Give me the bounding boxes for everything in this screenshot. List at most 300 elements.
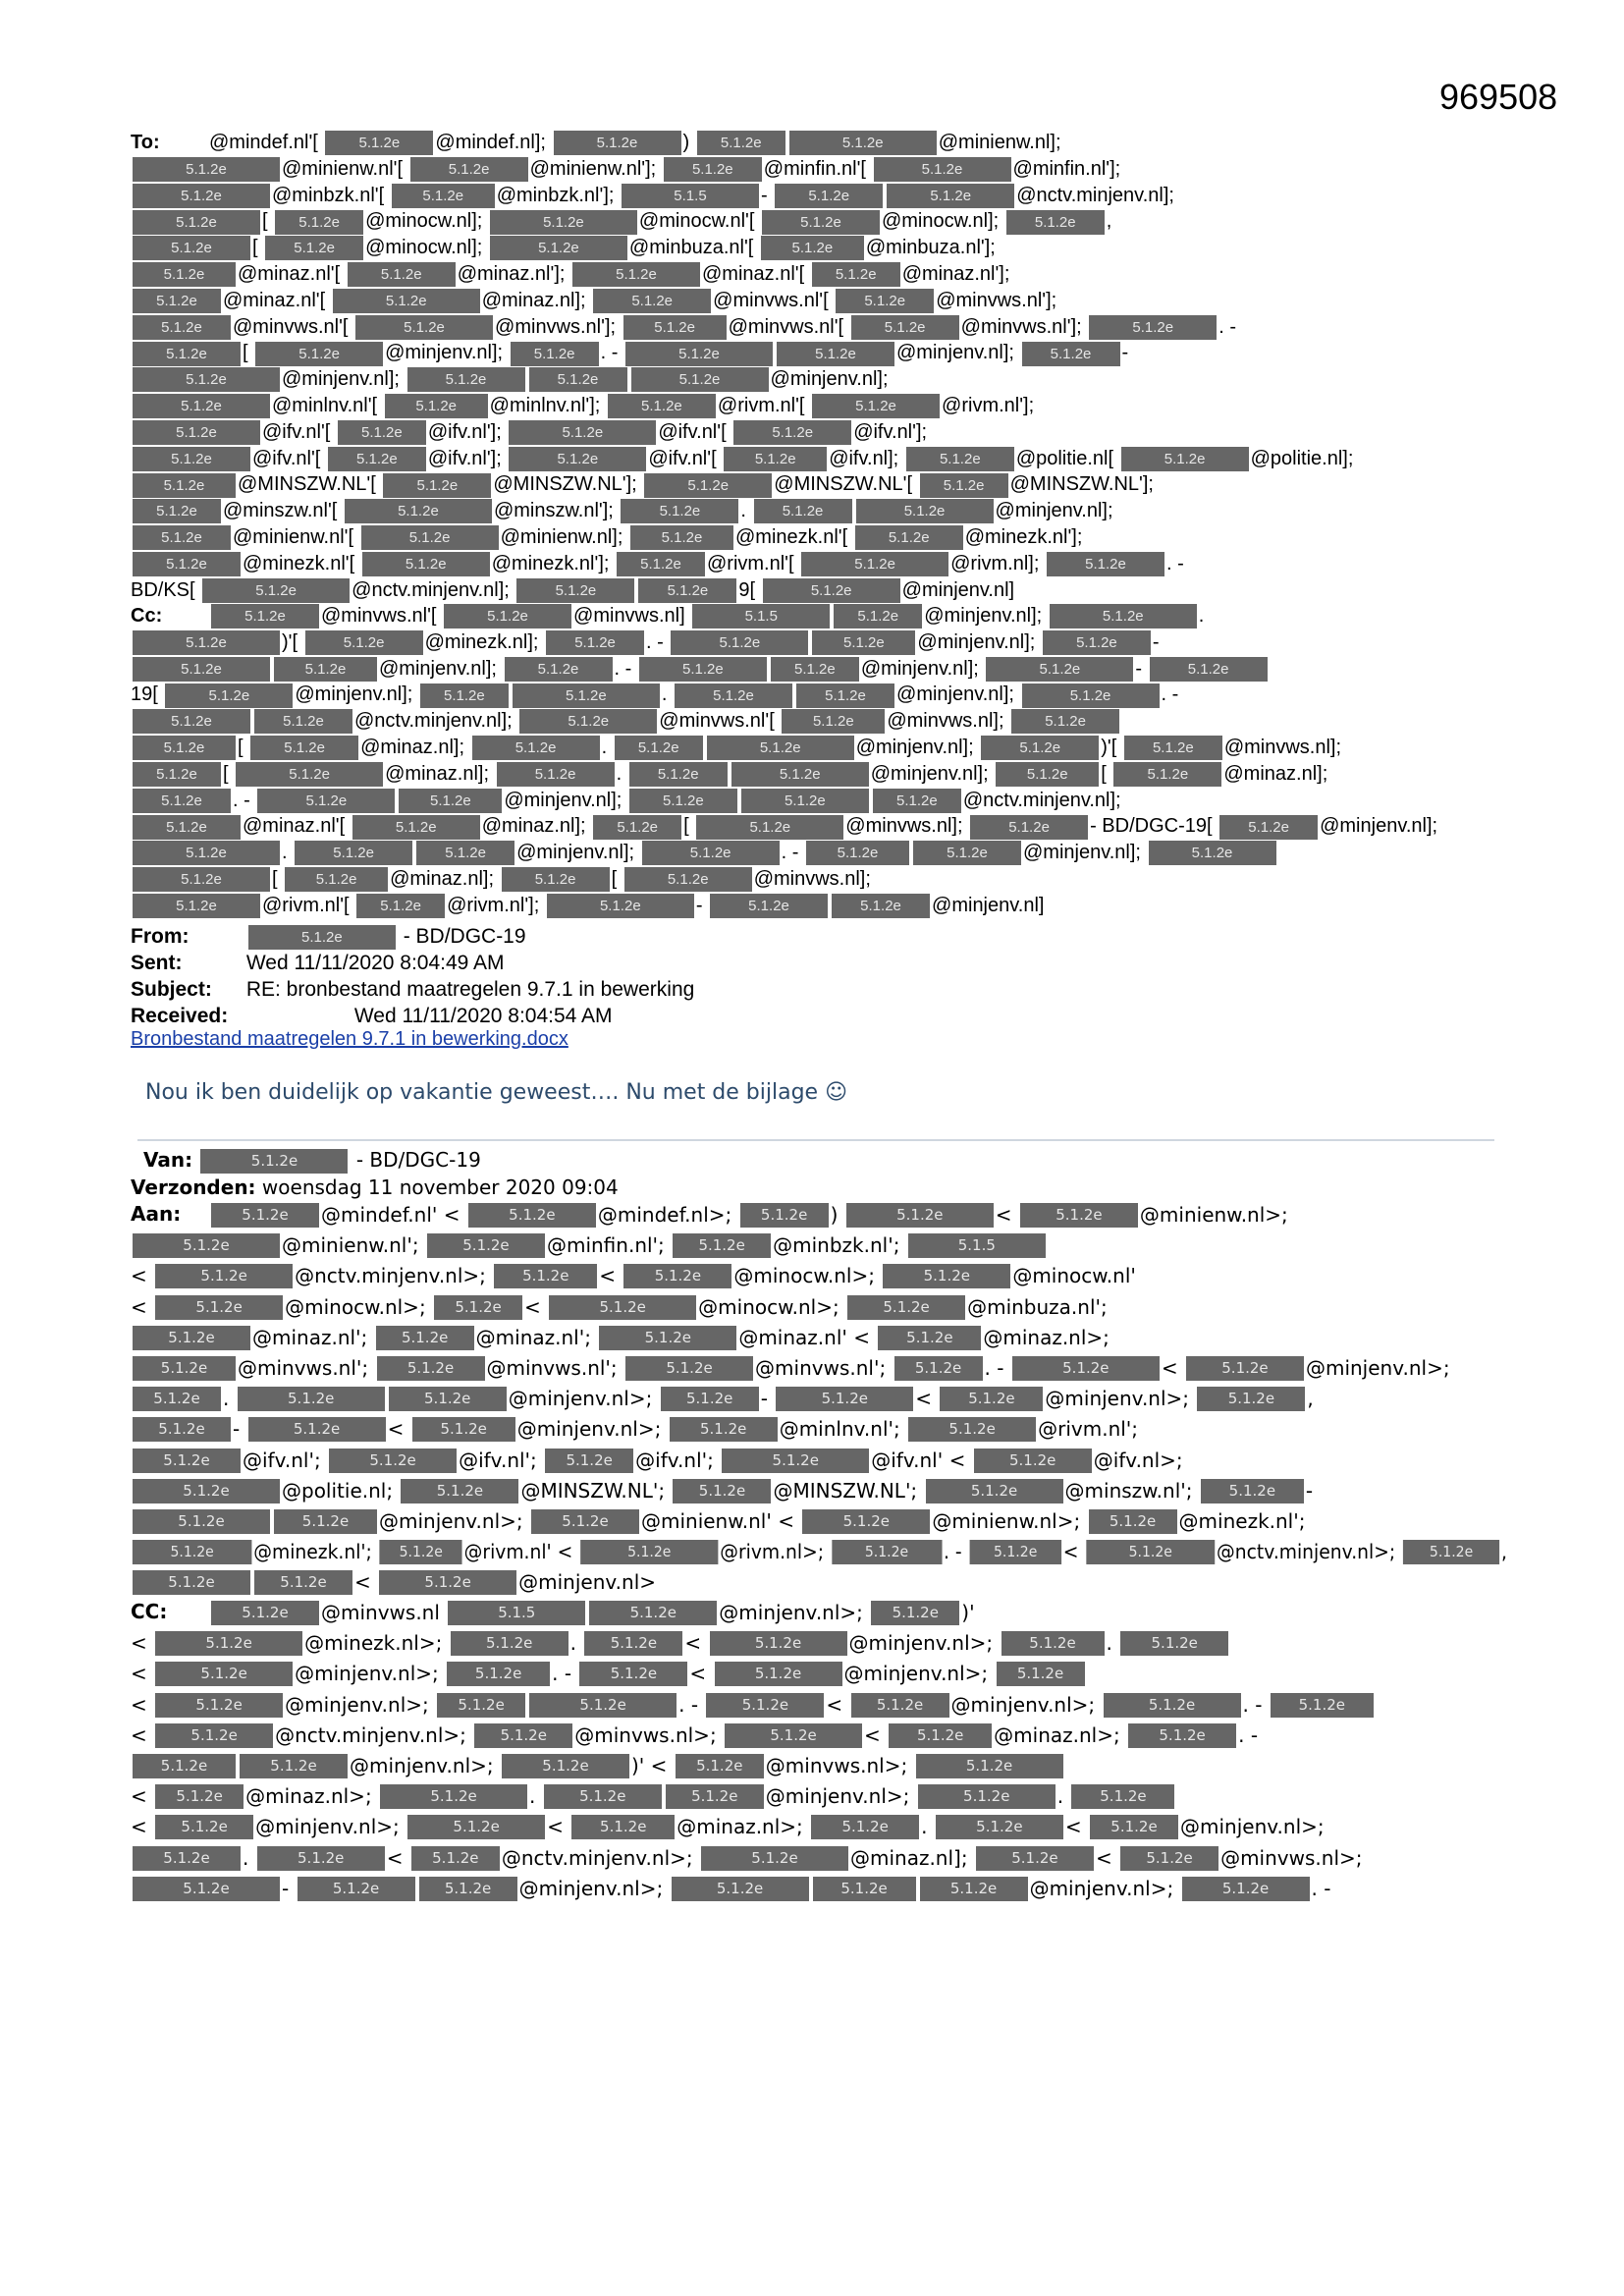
redaction-box: 5.1.2e xyxy=(672,1877,809,1901)
redaction-box: 5.1.2e xyxy=(133,1417,231,1442)
redaction-box: 5.1.2e xyxy=(1022,683,1160,708)
recipient-text: @minaz.nl'[ xyxy=(243,815,351,838)
redaction-box: 5.1.2e xyxy=(155,1723,273,1748)
recipient-text: @minaz.nl'; xyxy=(475,1325,598,1349)
recipient-text: @minjenv.nl]; xyxy=(379,657,503,680)
redaction-box: 5.1.2e xyxy=(630,525,733,550)
recipient-text: @minjenv.nl]; xyxy=(924,605,1048,628)
redaction-box: 5.1.2e xyxy=(986,657,1133,682)
recipient-text: @minjenv.nl>; xyxy=(1180,1815,1325,1839)
redaction-box: 5.1.2e xyxy=(1113,762,1221,787)
recipient-text: @rivm.nl'[ xyxy=(706,553,800,575)
recipient-text: @minjenv.nl]; xyxy=(504,789,627,811)
subject-value: RE: bronbestand maatregelen 9.7.1 in bewerking xyxy=(245,978,695,1001)
redaction-box: 5.1.2e xyxy=(642,841,780,865)
redaction-box: 5.1.2e xyxy=(1020,1203,1138,1228)
recipient-text: . xyxy=(614,657,625,680)
redaction-box: 5.1.2e xyxy=(777,342,894,366)
redaction-box: 5.1.2e xyxy=(1201,1479,1304,1503)
redaction-box: 5.1.2e xyxy=(133,1479,280,1503)
received-value: Wed 11/11/2020 8:04:54 AM xyxy=(353,1005,613,1027)
redaction-box: 5.1.2e xyxy=(385,394,488,418)
recipient-text: @minvws.nl>; xyxy=(1220,1845,1363,1870)
redaction-box: 5.1.2e xyxy=(775,184,883,208)
recipient-text: . xyxy=(223,1387,236,1411)
recipient-text: @minvws.nl>; xyxy=(574,1722,724,1747)
redaction-box: 5.1.2e xyxy=(502,1754,629,1778)
recipient-text: @ifv.nl'[ xyxy=(658,421,732,444)
recipient-text: @minvws.nl xyxy=(321,1601,447,1624)
redaction-box: 5.1.2e xyxy=(416,841,514,865)
redaction-box: 5.1.2e xyxy=(676,1754,764,1778)
redaction-box: 5.1.2e xyxy=(236,762,383,787)
redaction-box: 5.1.2e xyxy=(434,1295,522,1320)
redaction-box: 5.1.2e xyxy=(516,578,634,603)
recipient-text: @minjenv.nl>; xyxy=(1029,1876,1180,1900)
redaction-box: 5.1.2e xyxy=(155,1693,283,1718)
recipient-line xyxy=(131,603,1204,629)
recipient-line xyxy=(131,1538,1507,1564)
redaction-box: 5.1.2e xyxy=(733,420,851,445)
received-row xyxy=(131,1003,613,1029)
redaction-box: 5.1.2e xyxy=(1011,709,1119,734)
redaction-box: 5.1.2e xyxy=(133,657,270,682)
recipient-text: @rivm.nl']; xyxy=(942,395,1035,417)
recipient-text: @minjenv.nl]; xyxy=(896,683,1020,706)
recipient-text: @minaz.nl]; xyxy=(360,737,470,759)
redaction-box: 5.1.2e xyxy=(796,683,894,708)
recipient-text: < xyxy=(443,1203,466,1227)
recipient-line xyxy=(131,156,1120,183)
redaction-box: 5.1.2e xyxy=(257,1846,385,1871)
recipient-text: @mindef.nl>; xyxy=(597,1203,738,1227)
recipient-text: - xyxy=(1121,342,1129,364)
recipient-text: @minvws.nl]; xyxy=(1223,737,1342,759)
recipient-text: @minezk.nl'[ xyxy=(734,526,853,549)
redaction-box: 5.1.2e xyxy=(437,1693,525,1718)
recipient-text: - xyxy=(997,1356,1010,1380)
redaction-box: 5.1.2e xyxy=(593,815,681,840)
recipient-text: . xyxy=(1311,1876,1325,1900)
recipient-line xyxy=(131,629,1160,656)
recipient-text: . xyxy=(1056,1784,1070,1809)
redaction-box: 5.1.2e xyxy=(894,1356,983,1381)
recipient-text: . xyxy=(282,842,294,864)
recipient-text: @nctv.minjenv.nl]; xyxy=(352,578,515,601)
recipient-text: [ xyxy=(243,342,254,364)
recipient-text: @minaz.nl'[ xyxy=(223,290,331,312)
recipient-text: . xyxy=(233,789,244,811)
attachment-link[interactable]: Bronbestand maatregelen 9.7.1 in bewerking.docx xyxy=(131,1028,568,1050)
recipient-text: . xyxy=(781,842,792,864)
recipient-text: @ifv.nl'; xyxy=(459,1448,544,1472)
redaction-box: 5.1.2e xyxy=(782,709,885,734)
recipient-text: @minjenv.nl>; xyxy=(719,1601,870,1624)
recipient-text: @minienw.nl'; xyxy=(282,1233,425,1258)
recipient-text: . xyxy=(1165,553,1178,575)
redaction-box: 5.1.2e xyxy=(345,499,492,523)
recipient-text: - xyxy=(1324,1876,1331,1900)
recipient-text: @nctv.minjenv.nl>; xyxy=(295,1264,493,1288)
redaction-box: 5.1.2e xyxy=(547,894,694,918)
redaction-box: 5.1.2e xyxy=(407,1815,545,1839)
recipient-text: . xyxy=(529,1784,542,1809)
redaction-box: 5.1.2e xyxy=(274,657,377,682)
recipient-text: @minjenv.nl>; xyxy=(255,1815,406,1839)
redaction-box: 5.1.2e xyxy=(133,709,250,734)
fwd-aan-label: Aan: xyxy=(131,1202,182,1226)
redaction-box: 5.1.2e xyxy=(801,552,948,576)
recipient-text: @minaz.nl>; xyxy=(677,1815,810,1839)
recipient-text: @minaz.nl]; xyxy=(390,868,500,891)
recipient-line xyxy=(131,208,1111,235)
recipient-text: @minezk.nl'; xyxy=(1178,1509,1306,1533)
redaction-box: 5.1.2e xyxy=(133,1540,252,1564)
recipient-text: @minezk.nl]; xyxy=(424,631,545,654)
recipient-line xyxy=(131,577,1014,604)
redaction-box: 5.1.2e xyxy=(671,630,808,655)
recipient-text: < xyxy=(354,1570,378,1595)
recipient-text: @minezk.nl']; xyxy=(964,526,1083,549)
redaction-box: 5.1.2e xyxy=(1089,315,1217,340)
redaction-box: 5.1.2e xyxy=(133,315,231,340)
recipient-text: @nctv.minjenv.nl>; xyxy=(501,1845,699,1870)
redaction-box: 5.1.2e xyxy=(554,131,681,155)
redaction-box: 5.1.2e xyxy=(1120,1631,1228,1656)
redaction-box: 5.1.2e xyxy=(913,841,1021,865)
recipient-text: @minbuza.nl'[ xyxy=(628,237,759,259)
recipient-text: @rivm.nl'; xyxy=(1038,1417,1139,1442)
recipient-text: @MINSZW.NL'[ xyxy=(238,473,382,496)
recipient-line xyxy=(131,866,871,893)
recipient-text: ) xyxy=(830,1203,844,1227)
recipient-text: @nctv.minjenv.nl]; xyxy=(962,789,1121,811)
recipient-text: - xyxy=(624,657,637,680)
recipient-line xyxy=(131,1844,1363,1871)
redaction-box: 5.1.2e xyxy=(631,367,769,392)
redaction-box: 5.1.2e xyxy=(248,925,396,950)
redaction-box: 5.1.2e xyxy=(546,630,644,655)
redaction-box: 5.1.2e xyxy=(399,789,502,813)
recipient-text: @ifv.nl]; xyxy=(829,447,904,469)
redaction-box: 5.1.2e xyxy=(615,736,703,760)
subject-row xyxy=(131,976,694,1003)
recipient-text: @minaz.nl' xyxy=(738,1325,854,1349)
redaction-box: 5.1.2e xyxy=(211,1203,319,1228)
recipient-text: @minvws.nl'[ xyxy=(728,315,849,338)
redaction-box: 5.1.2e xyxy=(133,342,241,366)
redaction-box: 5.1.2e xyxy=(1001,1631,1105,1656)
recipient-text: @minaz.nl]; xyxy=(481,290,592,312)
recipient-line xyxy=(131,183,1174,209)
recipient-text: < xyxy=(864,1722,888,1747)
redaction-box: 5.1.2e xyxy=(874,157,1011,182)
redaction-box: 5.1.2e xyxy=(1104,1693,1241,1718)
recipient-text: @minaz.nl]; xyxy=(849,1845,974,1870)
redaction-box: 5.1.2e xyxy=(133,552,241,576)
redaction-box: 5.1.2e xyxy=(133,367,280,392)
redaction-box: 5.1.2e xyxy=(1197,1387,1305,1411)
recipient-text: @minvws.nl]; xyxy=(753,868,871,891)
redaction-box: 5.1.2e xyxy=(529,367,627,392)
recipient-text: - xyxy=(564,1662,578,1686)
redaction-box: 5.1.2e xyxy=(1047,552,1164,576)
redaction-box: 5.1.2e xyxy=(544,1784,662,1809)
recipient-text: @rivm.nl>; xyxy=(720,1540,831,1564)
redaction-box: 5.1.2e xyxy=(329,1449,457,1473)
redaction-box: 5.1.2e xyxy=(696,815,843,840)
redaction-box: 5.1.2e xyxy=(401,1479,518,1503)
redaction-box: 5.1.2e xyxy=(305,630,423,655)
recipient-text: BD/KS[ xyxy=(131,578,201,601)
recipient-line xyxy=(131,261,1009,288)
recipient-text: @minszw.nl']; xyxy=(493,500,620,522)
redaction-box: 5.1.2e xyxy=(580,1540,718,1564)
recipient-text: @minjenv.nl]; xyxy=(282,368,406,391)
redaction-box: 5.1.2e xyxy=(981,736,1099,760)
redaction-box: 5.1.2e xyxy=(356,894,445,918)
redaction-box: 5.1.2e xyxy=(275,210,363,235)
redaction-box: 5.1.2e xyxy=(1006,210,1105,235)
redaction-box: 5.1.2e xyxy=(211,1601,319,1625)
recipient-text: @minocw.nl>; xyxy=(698,1294,846,1319)
recipient-line xyxy=(131,1752,1065,1778)
recipient-text: . xyxy=(552,1662,565,1686)
redaction-box: 5.1.2e xyxy=(920,473,1008,498)
redaction-box: 5.1.2e xyxy=(584,1631,682,1656)
recipient-text: @minjenv.nl] xyxy=(901,578,1015,601)
recipient-text: @ifv.nl>; xyxy=(1093,1448,1183,1472)
redaction-box: 5.1.2e xyxy=(451,1631,568,1656)
redaction-box: 5.1.2e xyxy=(295,841,412,865)
redaction-box: 5.1.2e xyxy=(638,578,736,603)
recipient-text: @minjenv.nl]; xyxy=(995,500,1113,522)
recipient-line xyxy=(131,893,1044,919)
recipient-text: @nctv.minjenv.nl>; xyxy=(1217,1540,1402,1564)
recipient-text: - xyxy=(1152,631,1160,654)
redaction-box: 5.1.2e xyxy=(257,789,395,813)
recipient-line xyxy=(131,1507,1305,1534)
redaction-box: 5.1.2e xyxy=(617,552,705,576)
recipient-line xyxy=(131,498,1113,524)
recipient-text: - xyxy=(233,1417,246,1442)
recipient-text: @minjenv.nl]; xyxy=(896,342,1020,364)
redaction-box: 5.1.2e xyxy=(996,762,1099,787)
recipient-text: < xyxy=(557,1540,579,1564)
fwd-verzonden-row xyxy=(131,1175,619,1201)
recipient-line xyxy=(131,1231,1048,1258)
recipient-text: @minezk.nl']; xyxy=(491,553,615,575)
recipient-text: @minjenv.nl]; xyxy=(295,683,418,706)
redaction-box: 5.1.2e xyxy=(155,1815,253,1839)
recipient-text: @minezk.nl'; xyxy=(253,1540,378,1564)
redaction-box: 5.1.2e xyxy=(254,709,352,734)
redaction-box: 5.1.2e xyxy=(377,1356,485,1381)
from-value: - BD/DGC-19 xyxy=(403,925,526,948)
recipient-text: @minocw.nl' xyxy=(1012,1264,1136,1288)
recipient-text: @ifv.nl'[ xyxy=(262,421,336,444)
recipient-text: - xyxy=(760,1387,775,1411)
recipient-text: < xyxy=(131,1264,154,1288)
redaction-box: 5.1.2e xyxy=(545,1449,633,1473)
recipient-line xyxy=(131,1660,1087,1686)
recipient-text: - xyxy=(690,1692,705,1717)
recipient-text: @minienw.nl]; xyxy=(938,132,1061,154)
redaction-box: 5.1.2e xyxy=(1128,1723,1236,1748)
recipient-line xyxy=(131,1262,1136,1288)
recipient-text: @mindef.nl'[ xyxy=(209,132,324,154)
recipient-text: < xyxy=(131,1662,154,1686)
recipient-text: - xyxy=(695,895,709,917)
redaction-box: 5.1.2e xyxy=(763,578,900,603)
recipient-line xyxy=(131,551,1184,577)
recipient-text: @minienw.nl]; xyxy=(500,526,628,549)
recipient-text: @minienw.nl']; xyxy=(529,158,662,181)
recipient-text: . xyxy=(1106,1631,1119,1656)
redaction-box: 5.1.2e xyxy=(1090,1815,1178,1839)
recipient-text: )' xyxy=(961,1601,975,1624)
recipient-text: @ifv.nl']; xyxy=(853,421,928,444)
redaction-box: 5.1.2e xyxy=(771,657,859,682)
redaction-box: 5.1.2e xyxy=(133,815,241,840)
recipient-line xyxy=(131,682,1178,708)
redaction-box: 5.1.2e xyxy=(133,499,221,523)
recipient-line xyxy=(131,446,1353,472)
redaction-box: 5.1.2e xyxy=(362,552,490,576)
recipient-text: @minvws.nl']; xyxy=(936,290,1057,312)
redaction-box: 5.1.5 xyxy=(908,1233,1046,1258)
recipient-text: @minjenv.nl>; xyxy=(848,1631,1000,1656)
recipient-text: , xyxy=(1307,1387,1314,1411)
redaction-box: 5.1.2e xyxy=(133,184,270,208)
redaction-box: 5.1.2e xyxy=(133,420,260,445)
redaction-box: 5.1.2e xyxy=(1089,1509,1177,1534)
redaction-box: 5.1.2e xyxy=(639,657,767,682)
redaction-box: 5.1.2e xyxy=(133,394,270,418)
recipient-line xyxy=(131,656,1270,683)
redaction-box: 5.1.2e xyxy=(133,1509,270,1534)
redaction-box: 5.1.2e xyxy=(447,1662,550,1686)
redaction-box: 5.1.2e xyxy=(969,1540,1061,1564)
redaction-box: 5.1.2e xyxy=(529,1693,677,1718)
recipient-text: . xyxy=(601,737,613,759)
redaction-box: 5.1.2e xyxy=(133,236,250,260)
recipient-text: . xyxy=(1198,605,1205,628)
recipient-text: @minjenv.nl>; xyxy=(295,1662,446,1686)
redaction-box: 5.1.2e xyxy=(789,131,937,155)
redaction-box: 5.1.2e xyxy=(812,394,940,418)
message-divider xyxy=(137,1139,1494,1141)
redaction-box: 5.1.2e xyxy=(155,1662,293,1686)
redaction-box: 5.1.2e xyxy=(802,1509,930,1534)
redaction-box: 5.1.2e xyxy=(707,736,854,760)
redaction-box: 5.1.2e xyxy=(133,841,280,865)
redaction-box: 5.1.2e xyxy=(846,1203,994,1228)
redaction-box: 5.1.2e xyxy=(883,1264,1010,1288)
redaction-box: 5.1.2e xyxy=(908,1417,1036,1442)
redaction-box: 5.1.2e xyxy=(255,342,383,366)
recipient-text: @rivm.nl'[ xyxy=(262,895,355,917)
redaction-box: 5.1.2e xyxy=(571,1815,675,1839)
recipient-text: < xyxy=(131,1815,154,1839)
redaction-box: 5.1.2e xyxy=(970,815,1088,840)
recipient-text: @ifv.nl'[ xyxy=(252,447,326,469)
redaction-box: 5.1.2e xyxy=(856,499,994,523)
redaction-box: 5.1.2e xyxy=(250,736,358,760)
redaction-box: 5.1.2e xyxy=(240,1754,348,1778)
redaction-box: 5.1.2e xyxy=(1124,736,1222,760)
redaction-box: 5.1.2e xyxy=(497,762,615,787)
recipient-text: @minezk.nl>; xyxy=(304,1631,449,1656)
recipient-text: @minbzk.nl'; xyxy=(773,1233,906,1258)
fwd-verzonden-value: woensdag 11 november 2020 09:04 xyxy=(261,1175,619,1199)
redaction-box: 5.1.2e xyxy=(355,315,493,340)
redaction-box: 5.1.2e xyxy=(871,1601,959,1625)
redaction-box: 5.1.2e xyxy=(920,1877,1028,1901)
redaction-box: 5.1.2e xyxy=(133,1326,250,1350)
redaction-box: 5.1.2e xyxy=(133,289,221,313)
recipient-line xyxy=(131,1293,1108,1320)
recipient-text: @ifv.nl'; xyxy=(635,1448,721,1472)
recipient-text: @ifv.nl' xyxy=(871,1448,949,1472)
recipient-text: < xyxy=(826,1692,849,1717)
redaction-box: 5.1.2e xyxy=(511,342,599,366)
redaction-box: 5.1.2e xyxy=(813,1877,916,1901)
recipient-line xyxy=(131,419,927,446)
redaction-box: 5.1.2e xyxy=(155,1631,302,1656)
redaction-box: 5.1.2e xyxy=(133,1387,221,1411)
recipient-text: @minaz.nl]; xyxy=(481,815,592,838)
recipient-line xyxy=(131,471,1154,498)
recipient-line xyxy=(131,524,1082,551)
redaction-box: 5.1.2e xyxy=(490,236,627,260)
recipient-line xyxy=(131,235,996,261)
recipient-text: - xyxy=(282,1876,296,1900)
redaction-box: 5.1.2e xyxy=(490,210,637,235)
redaction-box: 5.1.2e xyxy=(352,815,480,840)
cc-label: Cc: xyxy=(131,605,163,627)
redaction-box: 5.1.2e xyxy=(133,630,280,655)
recipient-text: @minjenv.nl>; xyxy=(508,1387,659,1411)
recipient-text: < xyxy=(131,1631,154,1656)
document-number: 969508 xyxy=(1439,77,1558,117)
recipient-line xyxy=(131,1324,1110,1350)
redaction-box: 5.1.2e xyxy=(997,1662,1085,1686)
redaction-box: 5.1.2e xyxy=(328,447,426,471)
recipient-text: < xyxy=(689,1662,713,1686)
recipient-text: < xyxy=(131,1722,154,1747)
redaction-box: 5.1.2e xyxy=(579,1662,687,1686)
recipient-text: < xyxy=(1062,1540,1085,1564)
fwd-van-label: Van: xyxy=(143,1148,193,1172)
recipient-text: . xyxy=(984,1356,998,1380)
redaction-box: 5.1.2e xyxy=(133,525,231,550)
redaction-box: 5.1.2e xyxy=(623,1264,731,1288)
recipient-text: @minszw.nl'[ xyxy=(223,500,343,522)
recipient-text: @minocw.nl]; xyxy=(881,210,1004,233)
recipient-text: @minvws.nl']; xyxy=(960,315,1088,338)
redaction-box: 5.1.2e xyxy=(298,1877,415,1901)
recipient-text: @ifv.nl']; xyxy=(427,421,508,444)
recipient-text: < xyxy=(131,1294,154,1319)
redaction-box: 5.1.2e xyxy=(1182,1877,1310,1901)
redaction-box: 5.1.2e xyxy=(851,315,959,340)
recipient-text: @minjenv.nl]; xyxy=(855,737,980,759)
redaction-box: 5.1.2e xyxy=(1149,841,1276,865)
recipient-text: - xyxy=(1171,683,1179,706)
redaction-box: 5.1.2e xyxy=(926,1479,1063,1503)
redaction-box: 5.1.2e xyxy=(715,1662,842,1686)
